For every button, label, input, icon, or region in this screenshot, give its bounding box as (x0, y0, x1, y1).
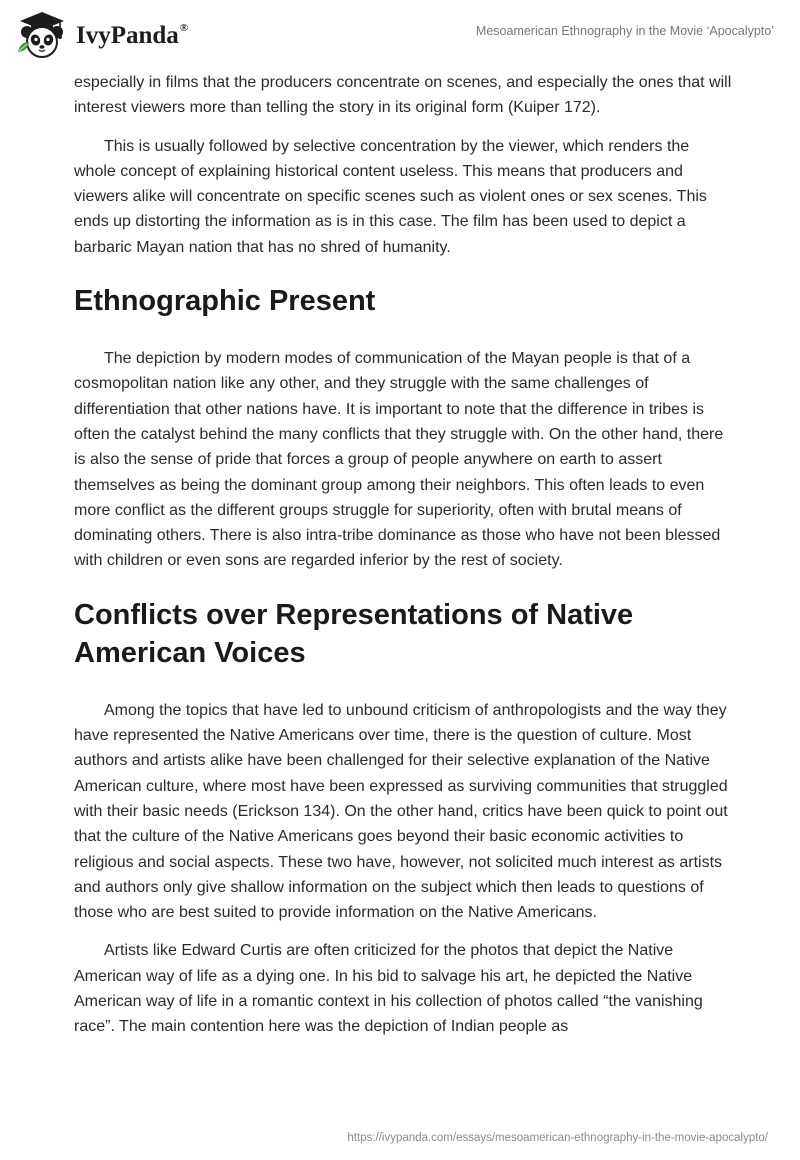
article-body (74, 70, 734, 1053)
logo-text: IvyPanda® (76, 22, 189, 49)
section-heading-ethnographic-present: Ethnographic Present (74, 285, 376, 318)
paragraph: Artists like Edward Curtis are often criticized for the photos that depict the Native American way of life as a dying one. In his bid to salvage his art, he depicted the Native American way of life in a romantic context in his collection of photos called “the vanishing race”. The main contention here was the depiction of Indian people as (74, 942, 703, 1036)
paragraph: Among the topics that have led to unbound criticism of anthropologists and the way they have represented the Native Americans over time, there is the question of culture. Most authors and artists alike have been challenged for their selective explanation of the Native American culture, where most have been expressed as surviving communities that struggled with their basic needs (Erickson 134). On the other hand, critics have been quick to point out that the culture of the Native Americans goes beyond their basic economic activities to religious and social aspects. These two have, however, not solicited much interest as artists and authors only give shallow information on the subject which then leads to questions of those who are best suited to provide information on the Native Americans. (74, 701, 728, 922)
panda-graduation-icon (14, 8, 70, 62)
footer-url-link[interactable]: https://ivypanda.com/essays/mesoamerican-ethnography-in-the-movie-apocalypto/ (347, 1132, 768, 1144)
ivypanda-logo[interactable] (14, 8, 188, 62)
document-title: Mesoamerican Ethnography in the Movie ‘Apocalypto’ (475, 24, 774, 38)
section-heading-conflicts: Conflicts over Representations of Native American Voices (74, 598, 634, 669)
page-header (0, 0, 800, 70)
paragraph: The depiction by modern modes of communication of the Mayan people is that of a cosmopolitan nation like any other, and they struggle with the same challenges of differentiation that other nations have. It is important to note that the difference in tribes is often the catalyst behind the many conflicts that they struggle with. On the other hand, there is also the sense of pride that forces a group of people anywhere on earth to assert themselves as being the dominant group among their neighbors. This often leads to even more conflict as the different groups struggle for superiority, often with brutal means of dominating others. There is also intra-tribe dominance as those who have not been blessed with children or even sons are regarded inferior by the rest of society. (74, 350, 724, 570)
paragraph: This is usually followed by selective concentration by the viewer, which renders the whole concept of explaining historical content useless. This means that producers and viewers alike will concentrate on specific scenes such as violent ones or sex scenes. This ends up distorting the information as is in this case. The film has been used to depict a barbaric Mayan nation that has no shred of humanity. (74, 137, 707, 256)
paragraph: especially in films that the producers concentrate on scenes, and especially the ones that will interest viewers more than telling the story in its original form (Kuiper 172). (74, 74, 732, 117)
